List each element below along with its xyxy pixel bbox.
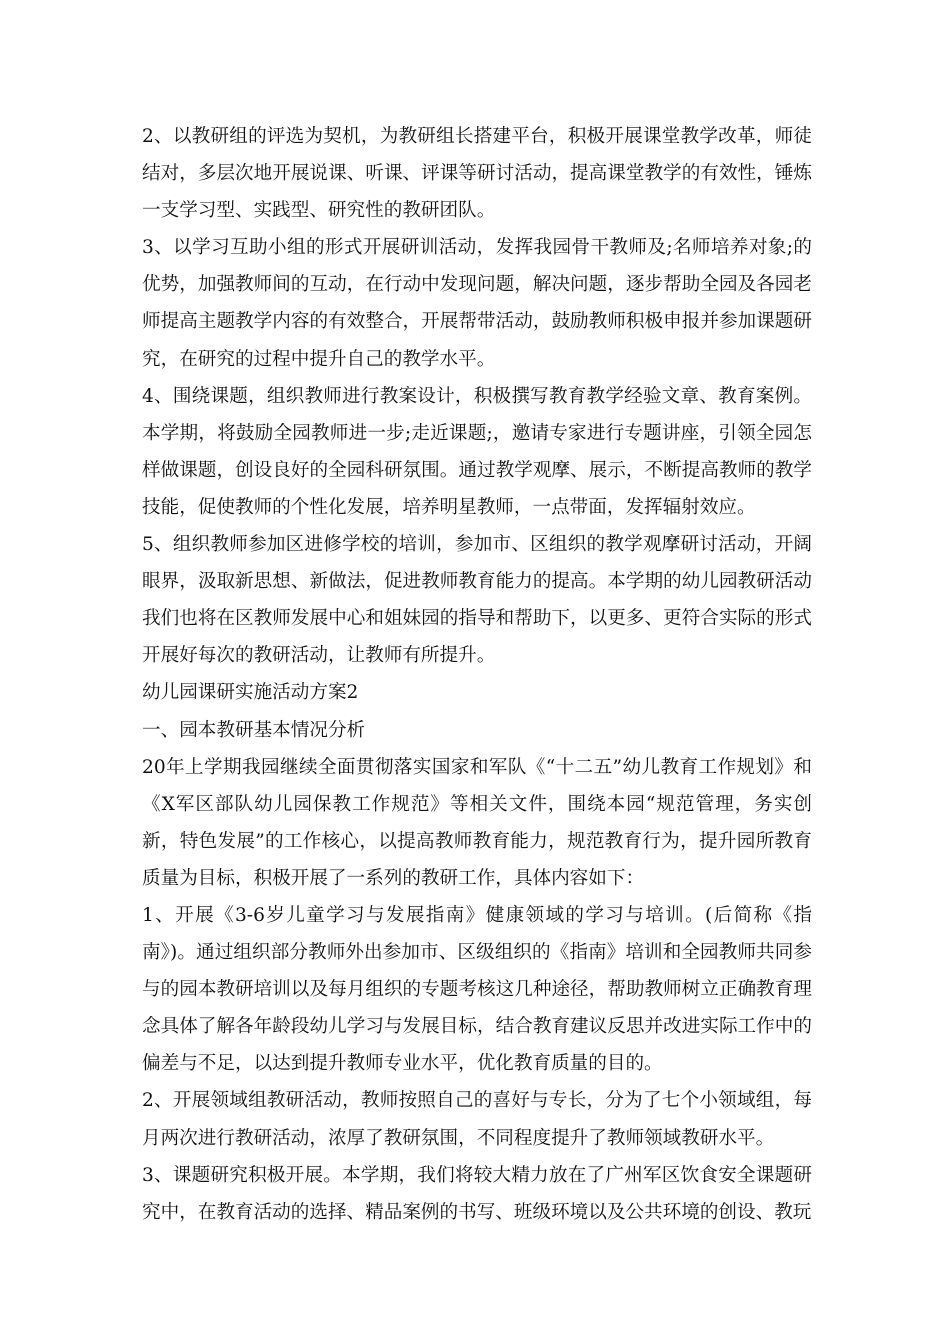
document-page: [142, 118, 812, 1231]
paragraph-item-4: 4、围绕课题，组织教师进行教案设计，积极撰写教育教学经验文章、教育案例。本学期，将鼓励全园教师进一步;走近课题;，邀请专家进行专题讲座，引领全园怎样做课题，创设良好的全园科研氛围。通过教学观摩、展示，不断提高教师的教学技能，促使教师的个性化发展，培养明星教师，一点带面，发挥辐射效应。: [142, 385, 812, 518]
list-item-1: 1、开展《3-6岁儿童学习与发展指南》健康领域的学习与培训。(后简称《指南》)。通过组织部分教师外出参加市、区级组织的《指南》培训和全园教师共同参与的园本教研培训以及每月组织的专题考核这几种途径，帮助教师树立正确教育理念具体了解各年龄段幼儿学习与发展目标，结合教育建议反思并改进实际工作中的偏差与不足，以达到提升教师专业水平，优化教育质量的目的。: [142, 904, 812, 1075]
section-title: 幼儿园课研实施活动方案2: [142, 682, 359, 704]
intro-paragraph: 20年上学期我园继续全面贯彻落实国家和军队《“十二五”幼儿教育工作规划》和《X军区部队幼儿园保教工作规范》等相关文件，围绕本园“规范管理，务实创新，特色发展”的工作核心，以提高教师教育能力，规范教育行为，提升园所教育质量为目标，积极开展了一系列的教研工作，具体内容如下：: [142, 756, 812, 889]
subsection-title: 一、园本教研基本情况分析: [142, 719, 366, 741]
list-item-3: 3、课题研究积极开展。本学期，我们将较大精力放在了广州军区饮食安全课题研究中，在教育活动的选择、精品案例的书写、班级环境以及公共环境的创设、教玩: [142, 1164, 812, 1223]
paragraph-item-2: 2、以教研组的评选为契机，为教研组长搭建平台，积极开展课堂教学改革，师徒结对，多层次地开展说课、听课、评课等研讨活动，提高课堂教学的有效性，锤炼一支学习型、实践型、研究性的教研团队。: [142, 126, 812, 222]
list-item-2: 2、开展领域组教研活动，教师按照自己的喜好与专长，分为了七个小领域组，每月两次进行教研活动，浓厚了教研氛围，不同程度提升了教师领域教研水平。: [142, 1090, 812, 1149]
paragraph-item-5: 5、组织教师参加区进修学校的培训，参加市、区组织的教学观摩研讨活动，开阔眼界，汲取新思想、新做法，促进教师教育能力的提高。本学期的幼儿园教研活动我们也将在区教师发展中心和姐妹园的指导和帮助下，以更多、更符合实际的形式开展好每次的教研活动，让教师有所提升。: [142, 534, 812, 667]
paragraph-item-3: 3、以学习互助小组的形式开展研训活动，发挥我园骨干教师及;名师培养对象;的优势，加强教师间的互动，在行动中发现问题，解决问题，逐步帮助全园及各园老师提高主题教学内容的有效整合，开展帮带活动，鼓励教师积极申报并参加课题研究，在研究的过程中提升自己的教学水平。: [142, 237, 812, 370]
